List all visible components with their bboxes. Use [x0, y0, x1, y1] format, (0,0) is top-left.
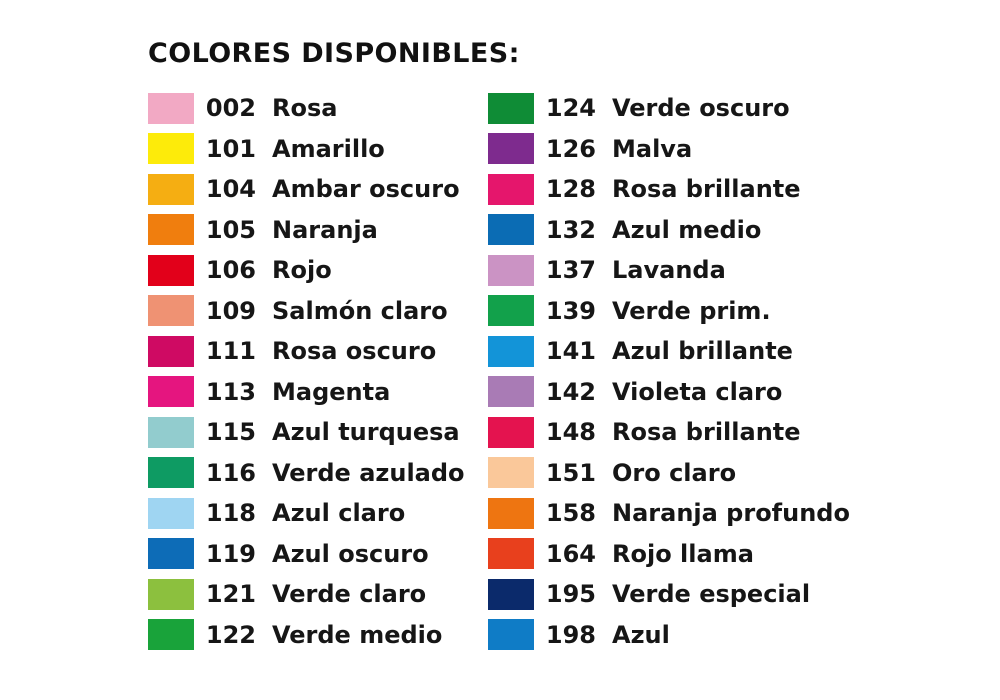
color-code: 148: [545, 418, 596, 447]
color-code: 141: [545, 337, 596, 366]
color-code: 121: [205, 580, 256, 609]
color-name: Oro claro: [612, 458, 737, 487]
color-name: Magenta: [272, 377, 391, 406]
color-code: 115: [205, 418, 256, 447]
color-swatch: [488, 417, 534, 448]
color-row: [488, 534, 908, 575]
color-row: [148, 250, 488, 291]
color-row: [148, 331, 488, 372]
color-code: 122: [205, 620, 256, 649]
color-code: 139: [545, 296, 596, 325]
color-row: [148, 574, 488, 615]
color-name: Naranja: [272, 215, 378, 244]
color-code: 109: [205, 296, 256, 325]
color-name: Azul brillante: [612, 337, 793, 366]
color-code: 118: [205, 499, 256, 528]
color-swatch: [148, 214, 194, 245]
color-row: [148, 493, 488, 534]
color-code: 106: [205, 256, 256, 285]
color-row: [488, 331, 908, 372]
color-name: Violeta claro: [612, 377, 783, 406]
color-swatch: [488, 376, 534, 407]
color-name: Lavanda: [612, 256, 726, 285]
color-swatch: [148, 498, 194, 529]
color-name: Naranja profundo: [612, 499, 850, 528]
color-code: 198: [545, 620, 596, 649]
color-code: 104: [205, 175, 256, 204]
color-code: 164: [545, 539, 596, 568]
color-swatch: [148, 93, 194, 124]
color-swatch: [488, 457, 534, 488]
color-row: [148, 412, 488, 453]
color-swatch: [488, 538, 534, 569]
color-name: Ambar oscuro: [272, 175, 460, 204]
color-row: [488, 291, 908, 332]
color-row: [488, 412, 908, 453]
color-code: 101: [205, 134, 256, 163]
color-code: 132: [545, 215, 596, 244]
color-name: Verde prim.: [612, 296, 771, 325]
color-swatch: [148, 579, 194, 610]
color-code: 111: [205, 337, 256, 366]
color-swatch: [148, 538, 194, 569]
color-row: [148, 291, 488, 332]
page-title: COLORES DISPONIBLES:: [148, 38, 520, 69]
color-code: 113: [205, 377, 256, 406]
color-row: [488, 615, 908, 656]
color-row: [488, 574, 908, 615]
color-code: 128: [545, 175, 596, 204]
color-code: 151: [545, 458, 596, 487]
color-row: [148, 129, 488, 170]
color-name: Salmón claro: [272, 296, 448, 325]
color-swatch: [488, 214, 534, 245]
color-row: [488, 250, 908, 291]
color-code: 116: [205, 458, 256, 487]
color-code: 158: [545, 499, 596, 528]
color-code: 124: [545, 94, 596, 123]
color-swatch: [488, 619, 534, 650]
color-swatch: [148, 376, 194, 407]
color-swatch: [148, 295, 194, 326]
color-name: Azul turquesa: [272, 418, 460, 447]
color-code: 119: [205, 539, 256, 568]
color-code: 126: [545, 134, 596, 163]
color-swatch: [148, 255, 194, 286]
color-name: Rosa brillante: [612, 175, 801, 204]
color-swatch: [148, 619, 194, 650]
color-swatch: [488, 498, 534, 529]
color-swatch: [148, 174, 194, 205]
color-name: Verde especial: [612, 580, 811, 609]
color-swatch: [488, 174, 534, 205]
color-row: [488, 169, 908, 210]
color-column-left: [148, 88, 488, 655]
color-list: [148, 88, 968, 655]
color-name: Verde azulado: [272, 458, 465, 487]
color-swatch: [488, 93, 534, 124]
color-column-right: [488, 88, 908, 655]
color-name: Azul claro: [272, 499, 406, 528]
color-row: [148, 453, 488, 494]
color-code: 002: [205, 94, 256, 123]
color-name: Malva: [612, 134, 693, 163]
color-code: 142: [545, 377, 596, 406]
color-row: [488, 210, 908, 251]
color-swatch: [148, 457, 194, 488]
color-row: [488, 372, 908, 413]
color-row: [148, 615, 488, 656]
color-swatch: [148, 133, 194, 164]
color-row: [148, 88, 488, 129]
color-name: Rojo llama: [612, 539, 754, 568]
color-row: [488, 129, 908, 170]
color-name: Verde claro: [272, 580, 427, 609]
color-code: 105: [205, 215, 256, 244]
color-name: Azul medio: [612, 215, 762, 244]
color-swatch: [488, 133, 534, 164]
color-swatch: [488, 336, 534, 367]
color-name: Verde medio: [272, 620, 443, 649]
color-swatch: [148, 336, 194, 367]
color-name: Amarillo: [272, 134, 385, 163]
color-name: Azul: [612, 620, 670, 649]
color-row: [148, 534, 488, 575]
color-name: Rosa brillante: [612, 418, 801, 447]
color-name: Rojo: [272, 256, 332, 285]
color-swatch: [488, 295, 534, 326]
color-code: 195: [545, 580, 596, 609]
color-code: 137: [545, 256, 596, 285]
color-name: Rosa oscuro: [272, 337, 437, 366]
color-swatch: [488, 255, 534, 286]
color-name: Azul oscuro: [272, 539, 429, 568]
color-row: [148, 372, 488, 413]
color-swatch: [148, 417, 194, 448]
color-row: [488, 88, 908, 129]
color-name: Verde oscuro: [612, 94, 790, 123]
color-name: Rosa: [272, 94, 338, 123]
color-row: [148, 169, 488, 210]
color-swatch: [488, 579, 534, 610]
color-row: [488, 453, 908, 494]
color-row: [488, 493, 908, 534]
color-row: [148, 210, 488, 251]
